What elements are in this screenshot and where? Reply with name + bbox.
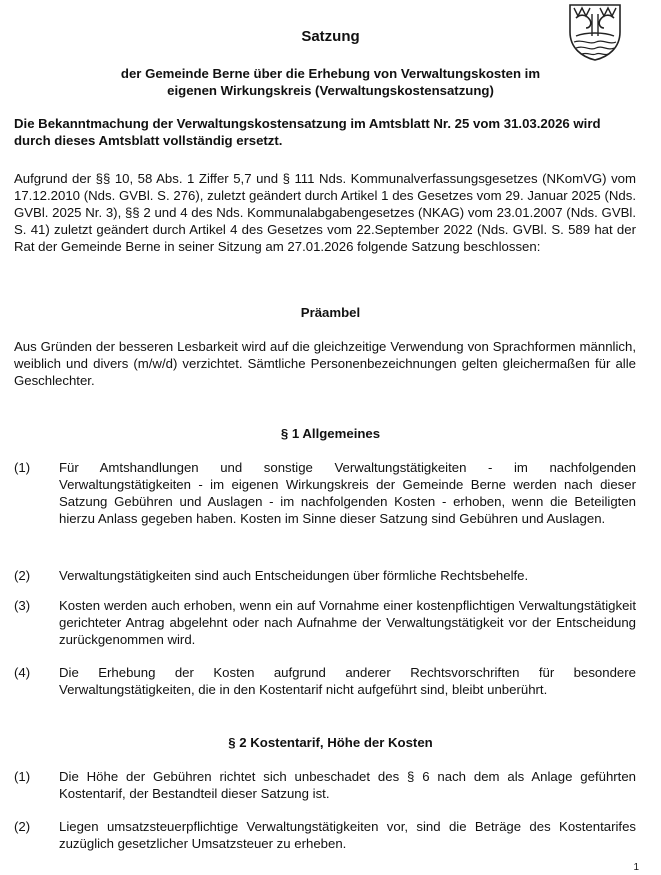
item-text: Kosten werden auch erhoben, wenn ein auf Vornahme einer kostenpflichtigen Verwaltungstätigkeit gerichteter Antrag abgelehnt oder nach Aufnahme der Verwaltungstätigkeit vor der Entscheidung zurückgenommen wird. <box>59 598 636 647</box>
item-text: Für Amtshandlungen und sonstige Verwaltungstätigkeiten - im nachfolgenden Verwaltungstätigkeiten - im eigenen Wirkungskreis der Gemeinde Berne werden nach dieser Satzung Gebühren und Auslagen - im nachfolgenden Kosten - erhoben, wenn die Beteiligten hierzu Anlass gegeben haben. Kosten im Sinne dieser Satzung sind Gebühren und Auslagen. <box>59 460 636 526</box>
section-1-item-2 <box>14 567 636 584</box>
replacement-notice: Die Bekanntmachung der Verwaltungskostensatzung im Amtsblatt Nr. 25 vom 31.03.2026 wird durch dieses Amtsblatt vollständig ersetzt. <box>14 116 601 148</box>
legal-basis-paragraph: Aufgrund der §§ 10, 58 Abs. 1 Ziffer 5,7 und § 111 Nds. Kommunalverfassungsgesetzes (NKomVG) vom 17.12.2010 (Nds. GVBl. S. 276), zuletzt geändert durch Artikel 1 des Gesetzes vom 29. Januar 2025 (Nds. GVBl. 2025 Nr. 3), §§ 2 und 4 des Nds. Kommunalabgabengesetzes (NKAG) vom 23.01.2007 (Nds. GVBl. S. 41) zuletzt geändert durch Artikel 4 des Gesetzes vom 22.September 2022 (Nds. GVBl. S. 589 hat der Rat der Gemeinde Berne in seiner Sitzung am 27.01.2026 folgende Satzung beschlossen: <box>14 171 636 254</box>
item-text: Die Erhebung der Kosten aufgrund anderer Rechtsvorschriften für besondere Verwaltungstätigkeiten, die in den Kostentarif nicht aufgeführt sind, bleibt unberührt. <box>59 665 636 697</box>
section-1-item-4 <box>14 664 636 698</box>
item-text: Verwaltungstätigkeiten sind auch Entscheidungen über förmliche Rechtsbehelfe. <box>59 568 529 583</box>
item-number: (1) <box>14 460 31 475</box>
section-2-heading: § 2 Kostentarif, Höhe der Kosten <box>228 735 433 750</box>
document-title: Satzung <box>301 28 360 45</box>
item-number: (2) <box>14 568 31 583</box>
page-number: 1 <box>633 862 639 873</box>
section-1-item-3 <box>14 597 636 648</box>
section-1-heading: § 1 Allgemeines <box>280 426 381 441</box>
document-subtitle <box>0 65 661 99</box>
section-2-item-1 <box>14 768 636 802</box>
preamble-text: Aus Gründen der besseren Lesbarkeit wird auf die gleichzeitige Verwendung von Sprachformen männlich, weiblich und divers (m/w/d) verzichtet. Sämtliche Personenbezeichnungen gelten gleichermaßen für alle Geschlechter. <box>14 339 636 388</box>
item-number: (3) <box>14 598 31 613</box>
subtitle-text: der Gemeinde Berne über die Erhebung von Verwaltungskosten im eigenen Wirkungskreis (Verwaltungskostensatzung) <box>120 66 541 98</box>
preamble-heading: Präambel <box>300 305 361 320</box>
item-number: (1) <box>14 769 31 784</box>
item-text: Die Höhe der Gebühren richtet sich unbeschadet des § 6 nach dem als Anlage geführten Kostentarif, der Bestandteil dieser Satzung ist. <box>59 769 636 801</box>
item-number: (4) <box>14 665 31 680</box>
item-number: (2) <box>14 819 31 834</box>
section-1-item-1 <box>14 459 636 527</box>
section-2-item-2 <box>14 818 636 852</box>
item-text: Liegen umsatzsteuerpflichtige Verwaltungstätigkeiten vor, sind die Beträge des Kostentarifes zuzüglich gesetzlicher Umsatzsteuer zu erheben. <box>59 819 636 851</box>
